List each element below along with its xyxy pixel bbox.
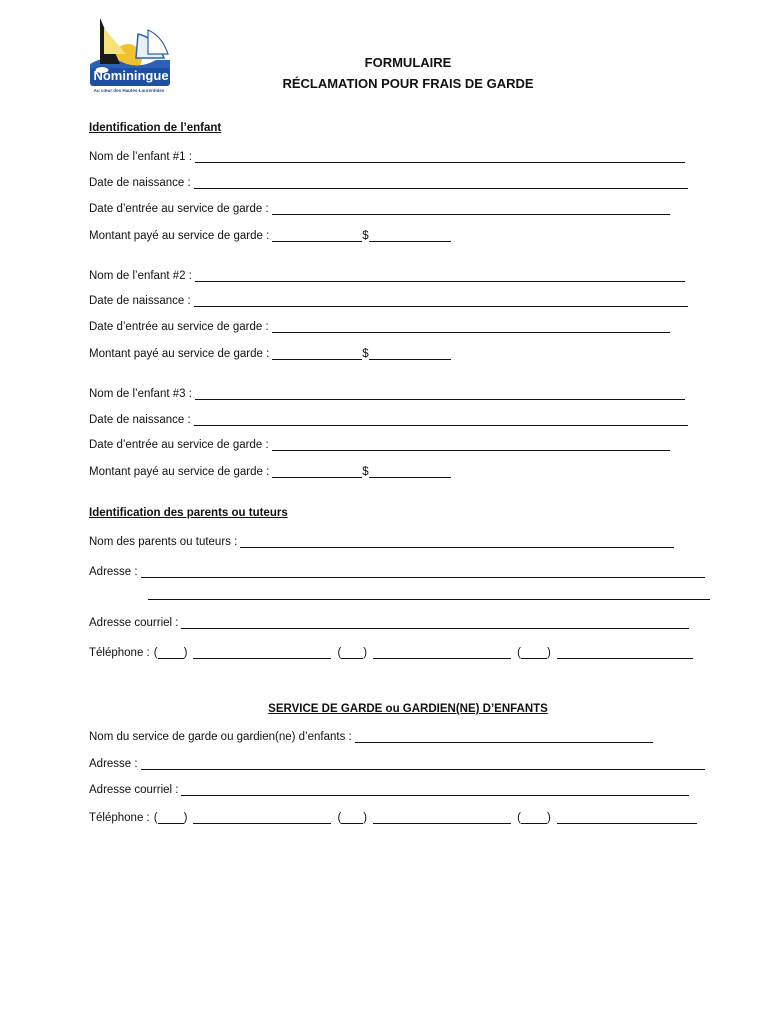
parents-phone1-field[interactable] (193, 646, 331, 659)
currency-label: $ (362, 466, 369, 478)
parents-address-row (89, 565, 705, 578)
child-name-label: Nom de l’enfant #3 : (89, 388, 192, 400)
child-1-amount-field[interactable] (272, 229, 362, 242)
parents-phone3-field[interactable] (557, 646, 693, 659)
section-title-enfant: Identification de l’enfant (89, 122, 222, 134)
service-name-field[interactable] (355, 730, 653, 743)
form-title-line1: FORMULAIRE (364, 55, 452, 70)
child-3-name-field[interactable] (195, 387, 685, 400)
child-2-birth-row (89, 294, 688, 307)
logo-name: Nominingue (93, 68, 169, 83)
child-1-amount-cents-field[interactable] (369, 229, 451, 242)
service-address-field[interactable] (141, 757, 705, 770)
child-3-entry-row (89, 438, 670, 451)
birth-label: Date de naissance : (89, 295, 191, 307)
parents-phone2-area-field[interactable] (341, 646, 363, 659)
child-1-entry-field[interactable] (272, 202, 670, 215)
parents-names-label: Nom des parents ou tuteurs : (89, 536, 238, 548)
birth-label: Date de naissance : (89, 414, 191, 426)
service-name-label: Nom du service de garde ou gardien(ne) d’enfants : (89, 731, 352, 743)
child-3-entry-field[interactable] (272, 438, 670, 451)
birth-label: Date de naissance : (89, 177, 191, 189)
parents-phone3-area-field[interactable] (521, 646, 547, 659)
parents-names-row (89, 535, 674, 548)
child-2-amount-cents-field[interactable] (369, 347, 451, 360)
child-2-entry-field[interactable] (272, 320, 670, 333)
entry-label: Date d’entrée au service de garde : (89, 203, 269, 215)
parents-phone1-area-field[interactable] (158, 646, 184, 659)
amount-label: Montant payé au service de garde : (89, 466, 270, 478)
child-1-entry-row (89, 202, 670, 215)
service-phone2-field[interactable] (373, 811, 511, 824)
child-1-name-row (89, 150, 685, 163)
service-phone2-area-field[interactable] (341, 811, 363, 824)
form-title-line2: RÉCLAMATION POUR FRAIS DE GARDE (282, 76, 534, 91)
child-1-birth-field[interactable] (194, 176, 688, 189)
parents-names-field[interactable] (240, 535, 674, 548)
currency-label: $ (362, 230, 369, 242)
amount-label: Montant payé au service de garde : (89, 348, 270, 360)
parents-phone-label: Téléphone : (89, 647, 150, 659)
child-2-amount-field[interactable] (272, 347, 362, 360)
child-2-amount-row (89, 347, 451, 360)
parents-address-field[interactable] (141, 565, 705, 578)
child-1-amount-row (89, 229, 451, 242)
service-phone1-field[interactable] (193, 811, 331, 824)
child-3-amount-cents-field[interactable] (369, 465, 451, 478)
service-phone-row: Téléphone : ( ) ( ) ( ) (89, 811, 697, 824)
service-phone1-area-field[interactable] (158, 811, 184, 824)
parents-address-line2-field[interactable] (148, 587, 710, 600)
section-title-service: SERVICE DE GARDE ou GARDIEN(NE) D’ENFANTS (268, 703, 548, 715)
child-1-birth-row (89, 176, 688, 189)
section-title-parents: Identification des parents ou tuteurs (89, 507, 288, 519)
parents-email-field[interactable] (181, 616, 689, 629)
service-phone-label: Téléphone : (89, 812, 150, 824)
child-3-amount-field[interactable] (272, 465, 362, 478)
amount-label: Montant payé au service de garde : (89, 230, 270, 242)
entry-label: Date d’entrée au service de garde : (89, 439, 269, 451)
service-phone3-field[interactable] (557, 811, 697, 824)
parents-phone-row: Téléphone : ( ) ( ) ( ) (89, 646, 693, 659)
parents-email-row (89, 616, 689, 629)
child-name-label: Nom de l’enfant #1 : (89, 151, 192, 163)
logo-tagline: Au cœur des Hautes-Laurentides (93, 88, 165, 93)
parents-email-label: Adresse courriel : (89, 617, 179, 629)
service-address-row (89, 757, 705, 770)
service-name-row (89, 730, 653, 743)
service-phone3-area-field[interactable] (521, 811, 547, 824)
service-address-label: Adresse : (89, 758, 138, 770)
service-email-field[interactable] (181, 783, 689, 796)
service-email-row (89, 783, 689, 796)
child-3-birth-row (89, 413, 688, 426)
child-3-amount-row (89, 465, 451, 478)
child-2-birth-field[interactable] (194, 294, 688, 307)
child-2-name-field[interactable] (195, 269, 685, 282)
currency-label: $ (362, 348, 369, 360)
child-1-name-field[interactable] (195, 150, 685, 163)
child-3-birth-field[interactable] (194, 413, 688, 426)
child-name-label: Nom de l’enfant #2 : (89, 270, 192, 282)
entry-label: Date d’entrée au service de garde : (89, 321, 269, 333)
parents-phone2-field[interactable] (373, 646, 511, 659)
child-2-name-row (89, 269, 685, 282)
child-2-entry-row (89, 320, 670, 333)
child-3-name-row (89, 387, 685, 400)
service-email-label: Adresse courriel : (89, 784, 179, 796)
parents-address-label: Adresse : (89, 566, 138, 578)
